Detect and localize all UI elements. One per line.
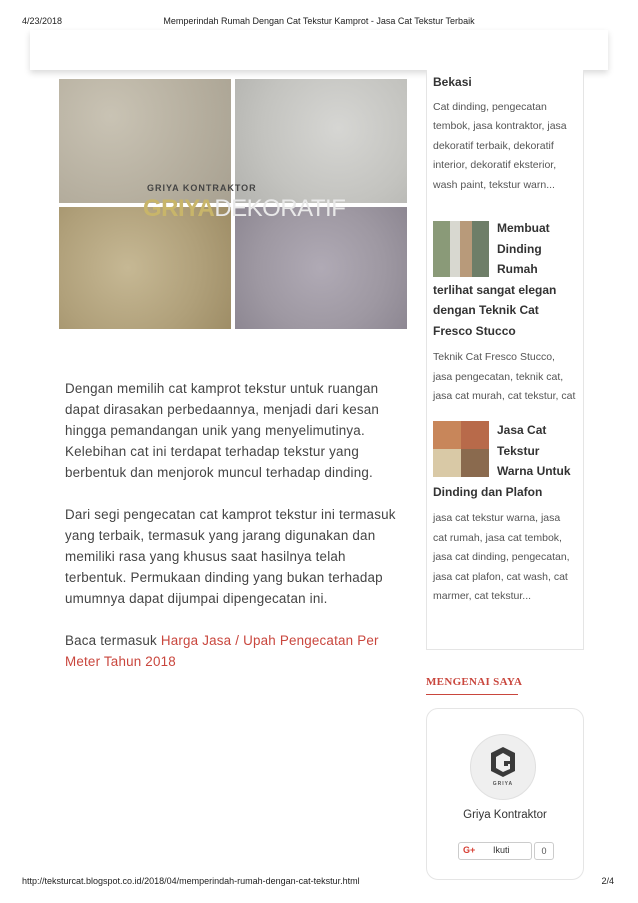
article-paragraph-2: Dari segi pengecatan cat kamprot tekstur ini termasuk yang terbaik, termasuk yang jarang digunakan dan memiliki rasa yang khusus saat hasilnya telah terbentuk. Permukaan dinding yang bukan terhadap umumnya dapat dijumpai dipengecatan ini.	[65, 507, 396, 606]
watermark-word-dekoratif: DEKORATIF	[214, 195, 346, 222]
watermark-logo	[143, 183, 346, 225]
popular-post-title[interactable]: Membuat Dinding Rumah terlihat sangat elegan dengan Teknik Cat Fresco Stucco	[433, 221, 557, 338]
watermark-big-text	[143, 195, 345, 223]
print-date: 4/23/2018	[22, 16, 63, 26]
google-plus-icon: G+	[463, 845, 476, 855]
popular-post-title[interactable]: Jasa Cat Tekstur Warna Untuk Dinding dan Plafon	[433, 423, 571, 499]
popular-post-desc: Cat dinding, pengecatan tembok, jasa kontraktor, jasa dekoratif terbaik, dekoratif interior, dekoratif eksterior, wash paint, tekstur warn...	[433, 100, 567, 191]
about-heading: MENGENAI SAYA	[426, 676, 523, 688]
popular-post-card[interactable]	[426, 409, 584, 650]
post-thumbnail[interactable]	[433, 221, 489, 277]
read-also-prefix: Baca termasuk	[65, 633, 161, 648]
about-profile-card	[426, 708, 584, 880]
follow-label: Ikuti	[493, 845, 510, 855]
follower-count: 0	[534, 842, 554, 860]
read-also-link[interactable]: Harga Jasa / Upah Pengecatan Per Meter Tahun 2018	[65, 633, 379, 669]
avatar-logo-text: GRIYA	[492, 781, 514, 787]
site-navbar	[30, 30, 608, 70]
hero-image	[59, 79, 407, 329]
profile-name[interactable]: Griya Kontraktor	[463, 809, 547, 821]
article-paragraph-1: Dengan memilih cat kamprot tekstur untuk ruangan dapat dirasakan perbedaannya, menjadi dari kesan hingga pemandangan unik yang menyelimutinya. Kelebihan cat ini terdapat terhadap tekstur yang berbentuk dan menjorok muncul terhadap dinding.	[65, 381, 380, 480]
popular-post-card[interactable]	[426, 211, 584, 410]
article-paragraph-3	[65, 630, 410, 672]
popular-post-desc: Teknik Cat Fresco Stucco, jasa pengecatan, teknik cat, jasa cat murah, cat tekstur, cat	[433, 351, 576, 402]
popular-post-card[interactable]	[426, 70, 584, 212]
about-heading-underline	[426, 694, 518, 695]
popular-post-title[interactable]: Bekasi	[433, 75, 472, 89]
article-body	[65, 378, 410, 693]
post-thumbnail[interactable]	[433, 421, 489, 477]
print-url: http://teksturcat.blogspot.co.id/2018/04/memperindah-rumah-dengan-cat-tekstur.html	[22, 876, 360, 886]
print-title: Memperindah Rumah Dengan Cat Tekstur Kamprot - Jasa Cat Tekstur Terbaik	[163, 16, 475, 26]
popular-post-desc: jasa cat tekstur warna, jasa cat rumah, jasa cat tembok, jasa cat dinding, pengecatan, jasa cat plafon, cat wash, cat marmer, cat tekstur...	[433, 512, 570, 602]
texture-tile-sand	[59, 207, 231, 329]
page-number: 2/4	[601, 876, 614, 886]
avatar[interactable]	[470, 734, 536, 800]
watermark-word-griya: GRIYA	[143, 195, 215, 222]
follow-button[interactable]	[458, 842, 532, 860]
watermark-small-text: GRIYA KONTRAKTOR	[147, 183, 257, 193]
texture-tile-lilac	[235, 207, 407, 329]
print-header	[0, 0, 638, 30]
griya-logo-icon	[491, 747, 515, 777]
